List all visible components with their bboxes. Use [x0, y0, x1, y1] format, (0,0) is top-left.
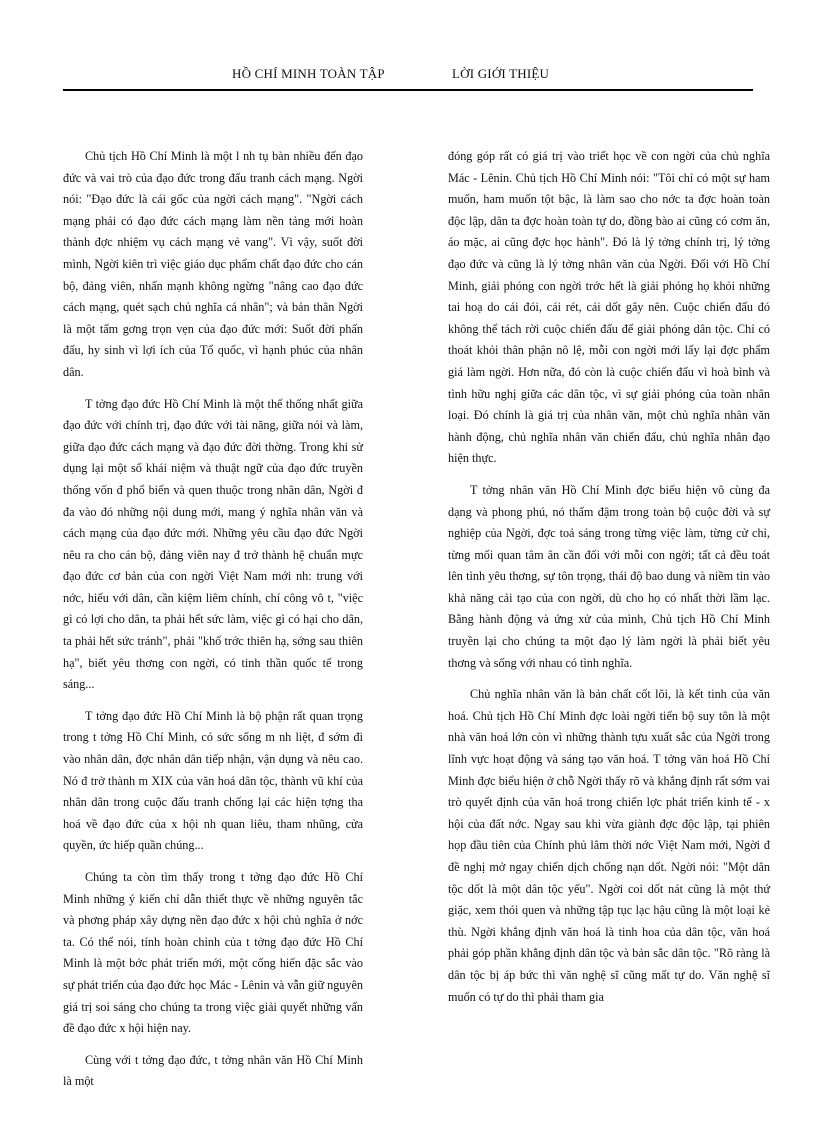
- running-header: [0, 62, 816, 86]
- paragraph: Cùng với t tởng đạo đức, t tởng nhân văn Hồ Chí Minh là một: [63, 1052, 363, 1089]
- right-column: [448, 146, 770, 1018]
- header-rule: [63, 89, 753, 91]
- paragraph: T tởng đạo đức Hồ Chí Minh là bộ phận rất quan trọng trong t tởng Hồ Chí Minh, có sức sống m nh liệt, đ sớm đi vào nhân dân, đợc nhân dân tiếp nhận, vận dụng và nêu cao. Nó đ trở thành m XIX của văn hoá dân tộc, thành vũ khí của nhân dân trong cuộc đấu tranh chống lại các hiện tợng tha hoá về đạo đức của x hội nh quan liêu, tham nhũng, cửa quyền, ức hiếp quần chúng...: [63, 708, 363, 853]
- paragraph: Chủ tịch Hồ Chí Minh là một l nh tụ bàn nhiều đến đạo đức và vai trò của đạo đức trong đấu tranh cách mạng. Ngời nói: "Đạo đức là cái gốc của ngời cách mạng". "Ngời cách mạng phải có đạo đức cách mạng làm nền tảng mới hoàn thành đợc nhiệm vụ cách mạng vẻ vang". Vì vậy, suốt đời mình, Ngời kiên trì việc giáo dục phẩm chất đạo đức cho cán bộ, đảng viên, nhấn mạnh không ngừng "nâng cao đạo đức cách mạng, quét sạch chủ nghĩa cá nhân"; và bản thân Ngời là một tấm gơng trọn vẹn của đạo đức mới: Suốt đời phấn đấu, hy sinh vì lợi ích của Tổ quốc, vì hạnh phúc của nhân dân.: [63, 149, 363, 379]
- paragraph: Chúng ta còn tìm thấy trong t tởng đạo đức Hồ Chí Minh những ý kiến chỉ dẫn thiết thực về những nguyên tắc và phơng pháp xây dựng nền đạo đức x hội chủ nghĩa ở nớc ta. Có thể nói, tính hoàn chỉnh của t tởng đạo đức Hồ Chí Minh là một bớc phát triển mới, một cống hiến đặc sắc vào sự phát triển của đạo đức học Mác - Lênin và vẫn giữ nguyên giá trị soi sáng cho chúng ta trong việc giải quyết những vấn đề đạo đức x hội hiện nay.: [63, 870, 363, 1036]
- paragraph: Chủ nghĩa nhân văn là bản chất cốt lõi, là kết tinh của văn hoá. Chủ tịch Hồ Chí Minh đợc loài ngời tiến bộ suy tôn là một nhà văn hoá lớn còn vì những thành tựu xuất sắc của Ngời trong lĩnh vực hoạt động và sáng tạo văn hoá. T tởng văn hoá Hồ Chí Minh đợc biểu hiện ở chỗ Ngời thấy rõ và khẳng định rất sớm vai trò quyết định của văn hoá trong chiến lợc phát triển kinh tế - x hội của đất nớc. Ngay sau khi vừa giành đợc độc lập, tại phiên họp đầu tiên của Chính phủ lâm thời nớc Việt Nam mới, Ngời đ đề nghị mở ngay chiến dịch chống nạn dốt. Ngời nói: "Một dân tộc dốt là một dân tộc yếu". Ngời coi dốt nát cũng là một thứ giặc, xem thói quen và những tập tục lạc hậu cũng là một loại kẻ thù. Ngời khẳng định văn hoá là tinh hoa của dân tộc, văn hoá phải góp phần khẳng định dân tộc và bản sắc dân tộc. "Rõ ràng là dân tộc bị áp bức thì văn nghệ sĩ cũng mất tự do. Văn nghệ sĩ muốn có tự do thì phải tham gia: [448, 687, 770, 1004]
- book-title: HỒ CHÍ MINH TOÀN TẬP: [232, 66, 385, 81]
- paragraph: T tởng đạo đức Hồ Chí Minh là một thể thống nhất giữa đạo đức với chính trị, đạo đức với tài năng, giữa nói và làm, giữa đạo đức cách mạng và đạo đức đời thờng. Trong khi sử dụng lại một số khái niệm và thuật ngữ của đạo đức truyền thống vốn đ phổ biến và quen thuộc trong nhân dân, Ngời đ đa vào đó những nội dung mới, mang ý nghĩa nhân văn và cách mạng của đạo đức mới. Những yêu cầu đạo đức Ngời nêu ra cho cán bộ, đảng viên nay đ trở thành hệ chuẩn mực đạo đức cơ bản của con ngời Việt Nam mới nh: trung với nớc, hiếu với dân, cần kiệm liêm chính, chí công vô t, "việc gì có lợi cho dân, ta phải hết sức làm, việc gì có hại cho dân, ta phải hết sức tránh", phải "khổ trớc thiên hạ, sớng sau thiên hạ", biết yêu thơng con ngời, có tinh thần quốc tế trong sáng...: [63, 396, 363, 692]
- left-column: [63, 146, 363, 1103]
- paragraph: T tởng nhân văn Hồ Chí Minh đợc biểu hiện vô cùng đa dạng và phong phú, nó thấm đậm trong toàn bộ cuộc đời và sự nghiệp của Ngời, đợc toả sáng trong từng việc làm, từng cử chỉ, từng mối quan tâm ân cần đối với mỗi con ngời; tất cả đều toát lên tình yêu thơng, sự tôn trọng, thái độ bao dung và niềm tin vào khả năng cải tạo của con ngời, dù cho họ có nhất thời lầm lạc. Bằng hành động và ứng xử của mình, Chủ tịch Hồ Chí Minh truyền lại cho chúng ta một đạo lý làm ngời là phải biết yêu thơng và sống với nhau có tình nghĩa.: [448, 482, 770, 670]
- section-title: LỜI GIỚI THIỆU: [452, 66, 550, 81]
- paragraph: đóng góp rất có giá trị vào triết học về con ngời của chủ nghĩa Mác - Lênin. Chủ tịch Hồ Chí Minh nói: "Tôi chỉ có một sự ham muốn, ham muốn tột bậc, là làm sao cho nớc ta đợc hoàn toàn độc lập, dân ta đợc hoàn toàn tự do, đồng bào ai cũng có cơm ăn, áo mặc, ai cũng đợc học hành". Đó là lý tởng chính trị, lý tởng đạo đức và cũng là lý tởng nhân văn của Ngời. Đối với Hồ Chí Minh, giải phóng con ngời trớc hết là giải phóng họ khỏi những tai hoạ do cái đói, cái rét, cái dốt gây nên. Cuộc chiến đấu đó không thể tách rời cuộc chiến đấu để giải phóng dân tộc. Chỉ có thoát khỏi thân phận nô lệ, mỗi con ngời mới lấy lại đợc phẩm giá làm ngời. Hơn nữa, đó còn là cuộc chiến đấu vì hoà bình và tình hữu nghị giữa các dân tộc, vì sự giải phóng của toàn nhân loại. Đó chính là giá trị của nhân văn, một chủ nghĩa nhân văn hành động, chủ nghĩa nhân văn chiến đấu, chủ nghĩa nhân đạo hiện thực.: [448, 149, 770, 466]
